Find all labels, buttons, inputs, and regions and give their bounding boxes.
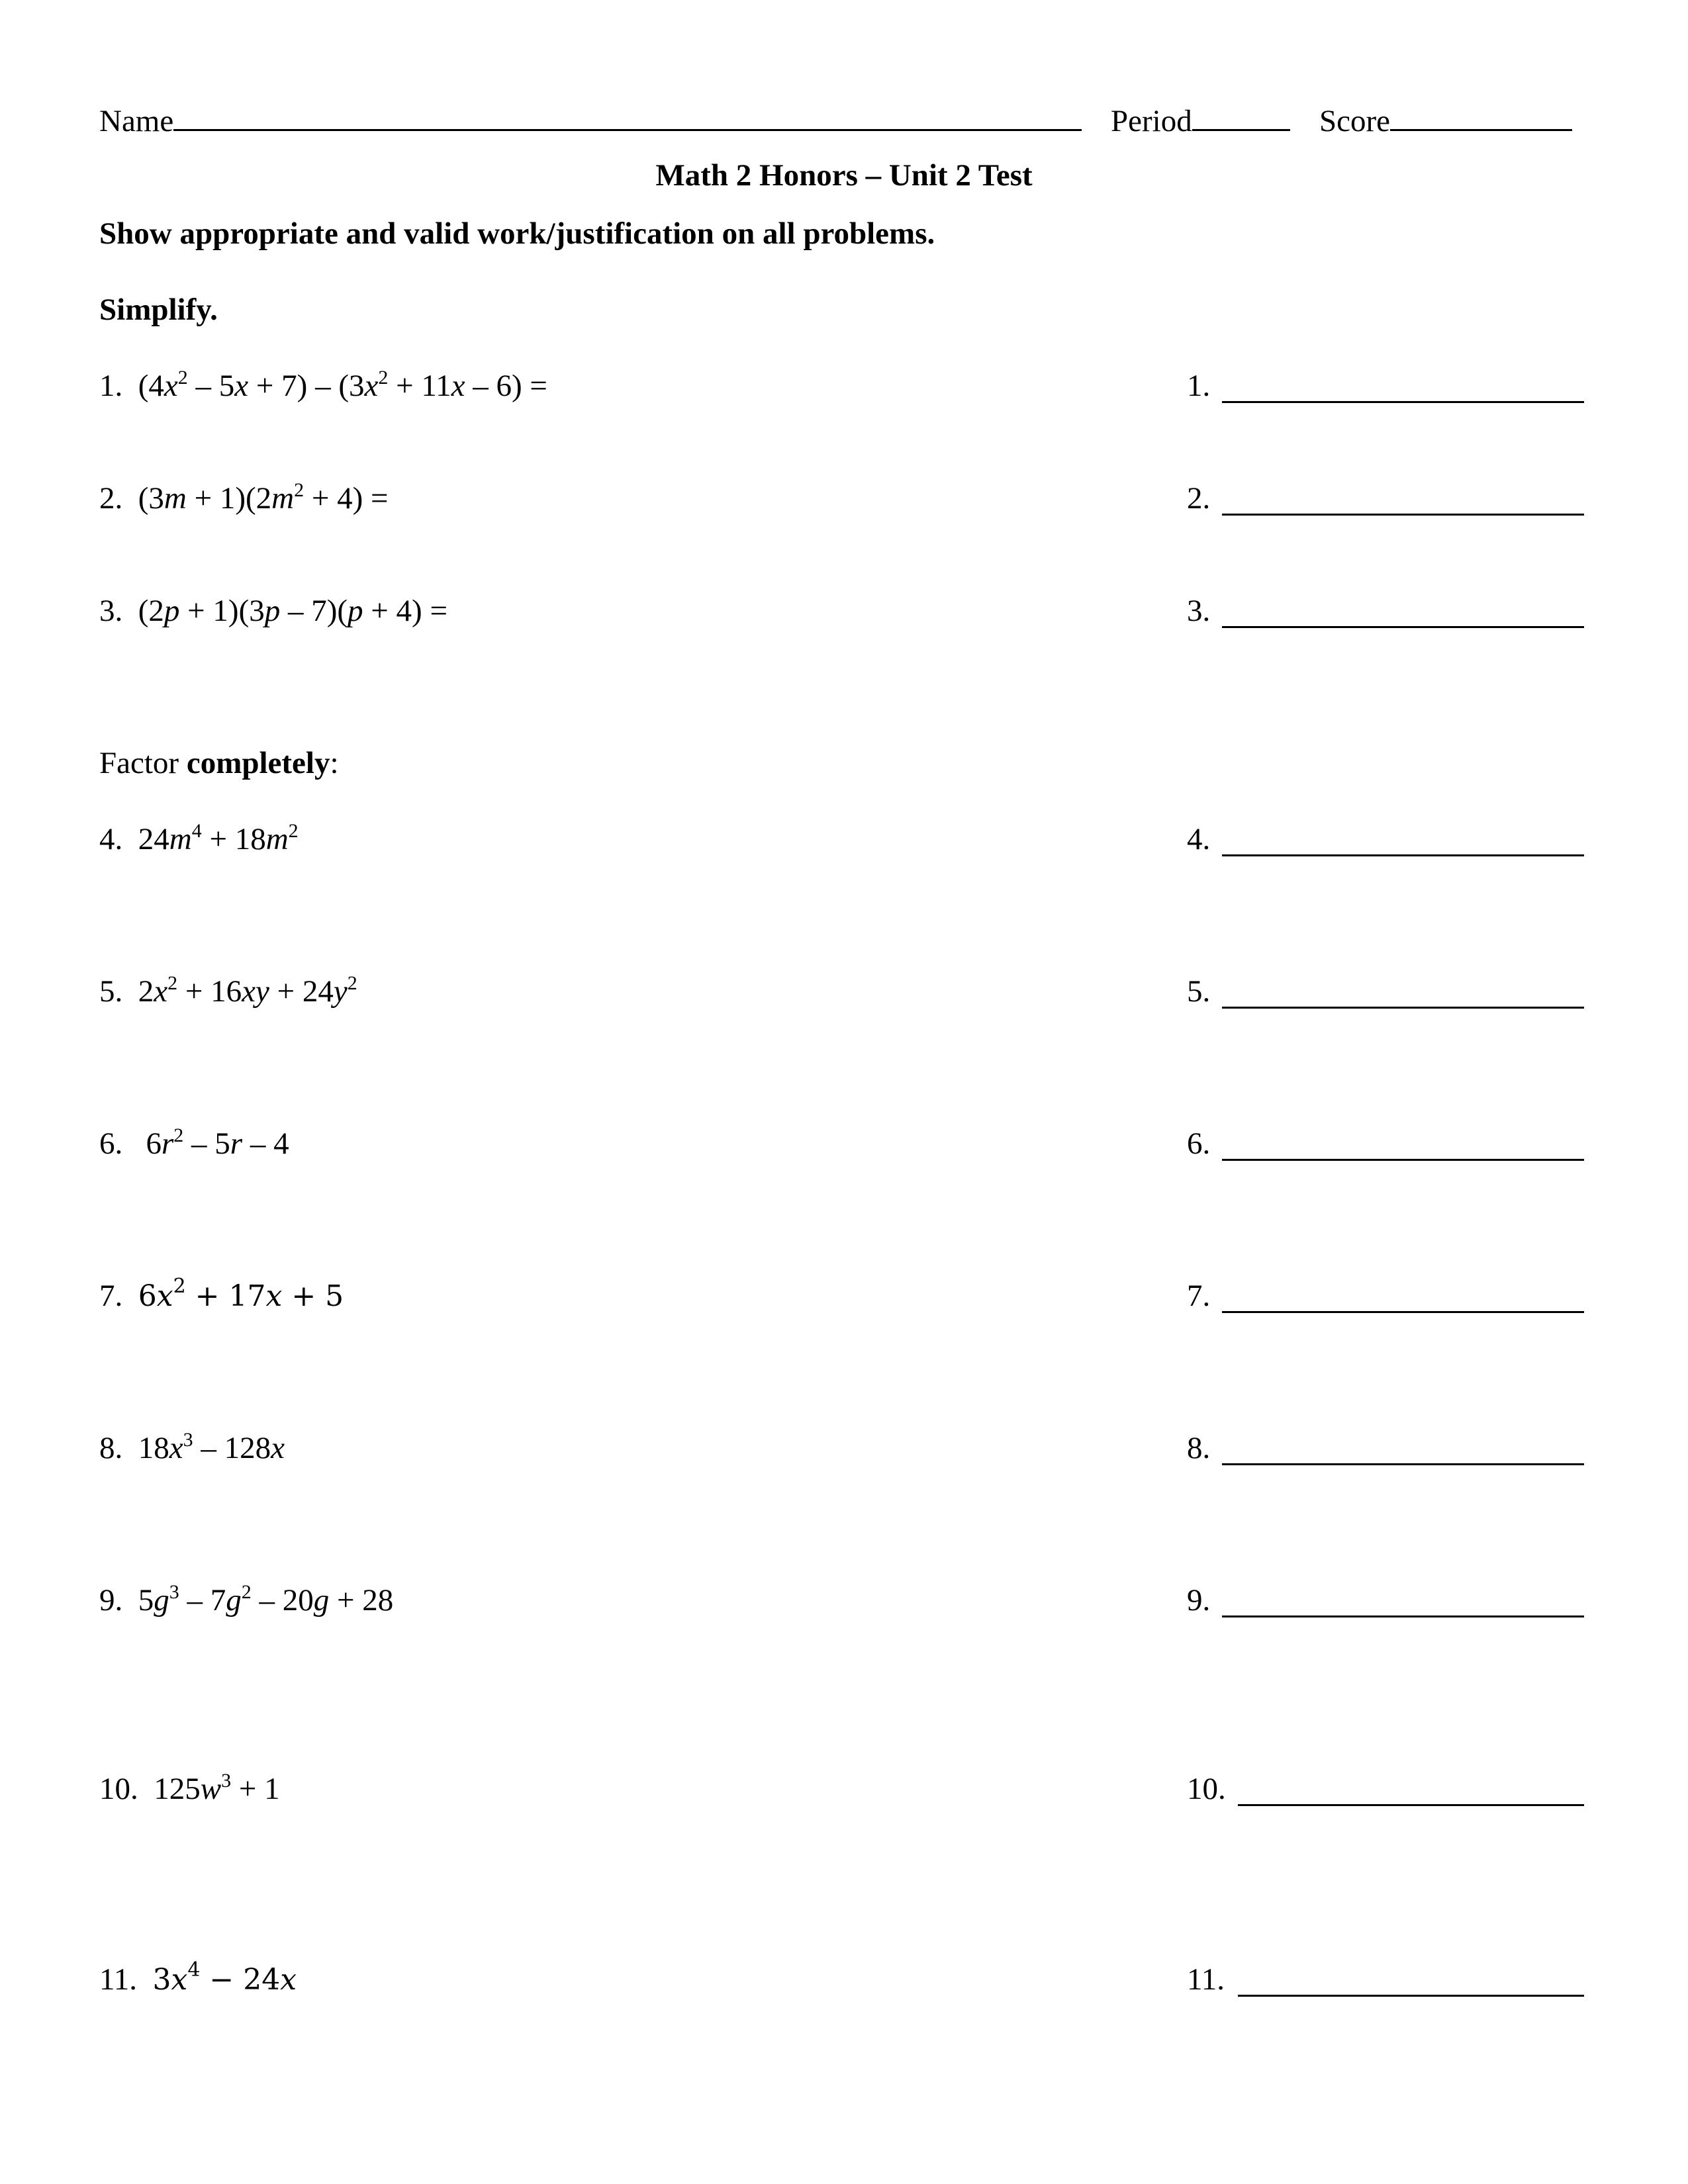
answer-line-9[interactable] bbox=[1222, 1615, 1584, 1617]
answer-label: 1. bbox=[1187, 369, 1211, 403]
problem-3: 3. (2p + 1)(3p – 7)(p + 4) = bbox=[99, 594, 447, 628]
period-label: Period bbox=[1111, 104, 1192, 138]
problem-number: 2. bbox=[99, 481, 123, 516]
factor-heading-prefix: Factor bbox=[99, 746, 187, 780]
problem-4: 4. $24m^4 + 18m^2$ bbox=[99, 820, 299, 856]
period-row bbox=[1111, 103, 1290, 137]
factor-heading-bold: completely bbox=[186, 746, 330, 780]
answer-label: 6. bbox=[1187, 1126, 1211, 1161]
answer-label: 2. bbox=[1187, 481, 1211, 516]
factor-heading-suffix: : bbox=[330, 746, 339, 780]
problem-number: 1. bbox=[99, 369, 123, 403]
answer-line-6[interactable] bbox=[1222, 1159, 1584, 1161]
answer-label: 4. bbox=[1187, 822, 1211, 856]
header-row bbox=[99, 103, 1082, 137]
problem-2: 2. $(3m + 1)(2m^2 + 4)$ = bbox=[99, 479, 389, 516]
problem-5: 5. $2x^2 + 16xy + 24y^2$ bbox=[99, 972, 357, 1009]
problem-number: 4. bbox=[99, 822, 123, 856]
score-row bbox=[1319, 103, 1572, 137]
answer-line-5[interactable] bbox=[1222, 1007, 1584, 1009]
score-field[interactable] bbox=[1390, 103, 1572, 131]
answer-line-3[interactable] bbox=[1222, 626, 1584, 628]
simplify-heading: Simplify. bbox=[99, 293, 218, 327]
problem-11: 11. $3x^4 - 24x$ bbox=[99, 1958, 297, 1997]
problem-number: 11. bbox=[99, 1962, 138, 1997]
name-label: Name bbox=[99, 104, 174, 138]
problem-10: 10. $125w^3 + 1$ bbox=[99, 1770, 280, 1806]
answer-label: 5. bbox=[1187, 974, 1211, 1009]
problem-1: 1. $(4x^2 - 5x + 7) - (3x^2 + 11x - 6)$ = bbox=[99, 367, 547, 403]
answer-line-7[interactable] bbox=[1222, 1311, 1584, 1313]
answer-label: 8. bbox=[1187, 1431, 1211, 1465]
problem-8: 8. $18x^3 - 128x$ bbox=[99, 1429, 285, 1465]
answer-label: 7. bbox=[1187, 1279, 1211, 1313]
answer-line-2[interactable] bbox=[1222, 514, 1584, 516]
answer-label: 9. bbox=[1187, 1583, 1211, 1617]
problem-number: 6. bbox=[99, 1126, 123, 1161]
problem-number: 10. bbox=[99, 1772, 138, 1806]
answer-label: 10. bbox=[1187, 1772, 1226, 1806]
answer-line-1[interactable] bbox=[1222, 401, 1584, 403]
answer-line-11[interactable] bbox=[1238, 1995, 1584, 1997]
name-field[interactable] bbox=[173, 103, 1082, 131]
problem-number: 5. bbox=[99, 974, 123, 1009]
problem-9: 9. $5g^3 - 7g^2 - 20g + 28$ bbox=[99, 1581, 394, 1617]
answer-line-8[interactable] bbox=[1222, 1463, 1584, 1465]
problem-number: 7. bbox=[99, 1279, 123, 1313]
page-title: Math 2 Honors – Unit 2 Test bbox=[655, 158, 1033, 193]
answer-line-4[interactable] bbox=[1222, 854, 1584, 856]
answer-label: 11. bbox=[1187, 1962, 1225, 1997]
problem-number: 3. bbox=[99, 594, 123, 628]
answer-line-10[interactable] bbox=[1238, 1804, 1584, 1806]
instructions: Show appropriate and valid work/justification on all problems. bbox=[99, 216, 935, 251]
problem-number: 8. bbox=[99, 1431, 123, 1465]
score-label: Score bbox=[1319, 104, 1391, 138]
problem-6: 6. $6r^2 - 5r - 4$ bbox=[99, 1124, 289, 1161]
problem-number: 9. bbox=[99, 1583, 123, 1617]
problem-7: 7. $6x^2 + 17x + 5$ bbox=[99, 1275, 344, 1313]
factor-heading bbox=[99, 748, 339, 779]
answer-label: 3. bbox=[1187, 594, 1211, 628]
period-field[interactable] bbox=[1192, 103, 1290, 131]
